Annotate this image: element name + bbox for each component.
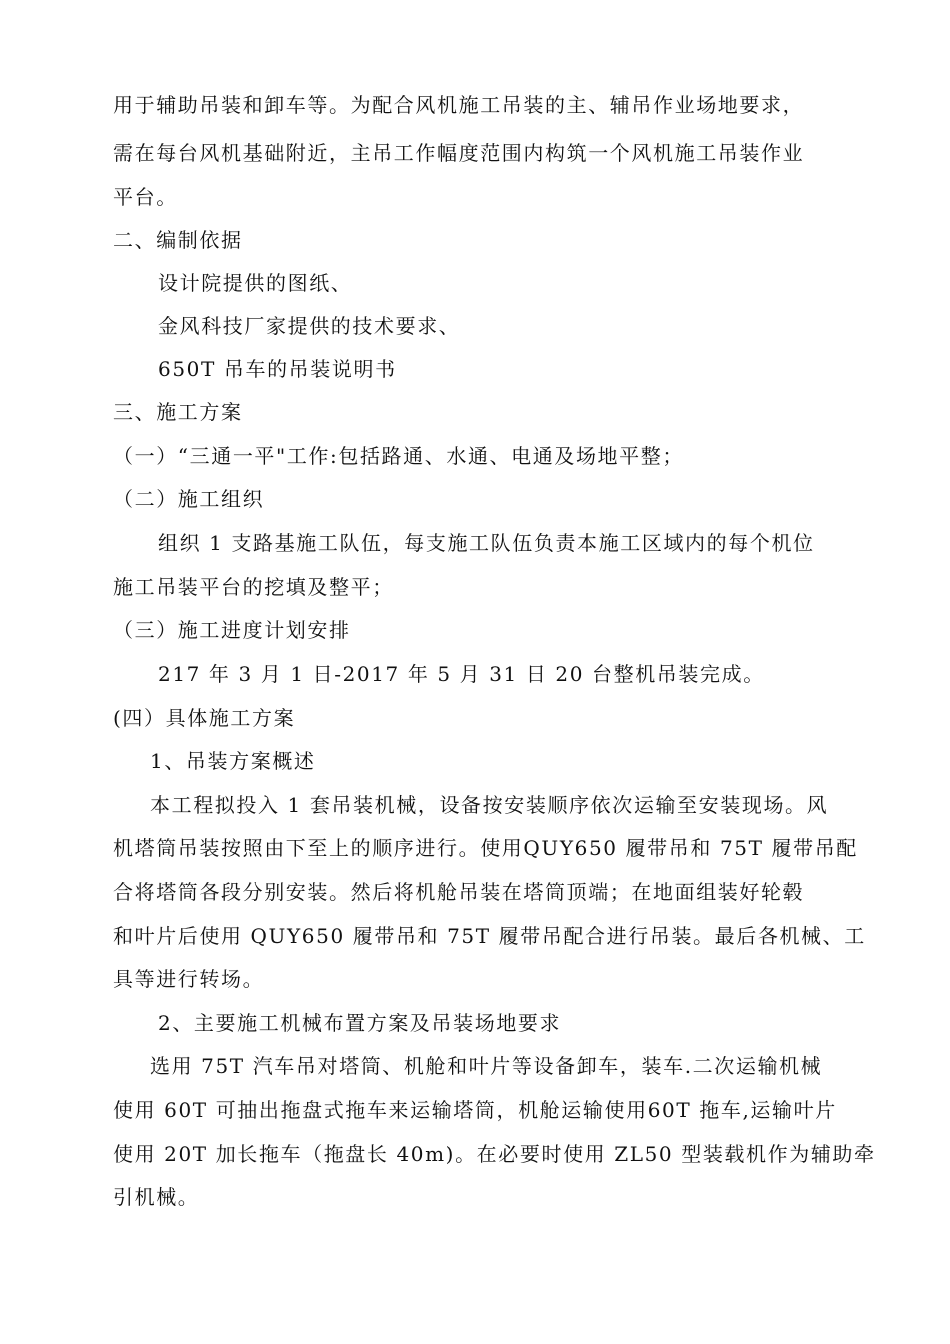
section-heading: 三、施工方案 [113, 400, 243, 424]
subsection-heading: (四）具体施工方案 [113, 706, 296, 730]
list-item: 650T 吊车的吊装说明书 [158, 357, 397, 381]
paragraph-line: 组织 1 支路基施工队伍，每支施工队伍负责本施工区域内的每个机位 [158, 531, 815, 555]
section-heading: 二、编制依据 [113, 228, 243, 252]
paragraph-line: 217 年 3 月 1 日-2017 年 5 月 31 日 20 台整机吊装完成。 [158, 662, 765, 686]
paragraph-line: 平台。 [113, 185, 178, 209]
paragraph-line: 机塔筒吊装按照由下至上的顺序进行。使用QUY650 履带吊和 75T 履带吊配 [113, 836, 858, 860]
paragraph-line: 具等进行转场。 [113, 967, 265, 991]
paragraph-line: 用于辅助吊装和卸车等。为配合风机施工吊装的主、辅吊作业场地要求， [113, 93, 805, 117]
paragraph-line: 本工程拟投入 1 套吊装机械，设备按安装顺序依次运输至安装现场。风 [150, 793, 829, 817]
subsection-heading: （二）施工组织 [113, 487, 265, 511]
paragraph-line: 施工吊装平台的挖填及整平； [113, 575, 394, 599]
subsection-heading: （三）施工进度计划安排 [113, 618, 351, 642]
subsection-line: （一）“三通一平"工作:包括路通、水通、电通及场地平整； [113, 444, 684, 468]
paragraph-line: 和叶片后使用 QUY650 履带吊和 75T 履带吊配合进行吊装。最后各机械、工 [113, 924, 866, 948]
paragraph-line: 使用 20T 加长拖车（拖盘长 40m)。在必要时使用 ZL50 型装载机作为辅助牵 [113, 1142, 876, 1166]
paragraph-line: 使用 60T 可抽出拖盘式拖车来运输塔筒，机舱运输使用60T 拖车,运输叶片 [113, 1098, 837, 1122]
list-item: 设计院提供的图纸、 [158, 271, 353, 295]
list-item: 金风科技厂家提供的技术要求、 [158, 314, 461, 338]
paragraph-line: 引机械。 [113, 1185, 200, 1209]
paragraph-line: 选用 75T 汽车吊对塔筒、机舱和叶片等设备卸车，装车.二次运输机械 [150, 1054, 823, 1078]
item-heading: 1、吊装方案概述 [150, 749, 316, 773]
paragraph-line: 合将塔筒各段分别安装。然后将机舱吊装在塔筒顶端；在地面组装好轮毂 [113, 880, 805, 904]
item-heading: 2、主要施工机械布置方案及吊装场地要求 [158, 1011, 562, 1035]
paragraph-line: 需在每台风机基础附近，主吊工作幅度范围内构筑一个风机施工吊装作业 [113, 141, 805, 165]
